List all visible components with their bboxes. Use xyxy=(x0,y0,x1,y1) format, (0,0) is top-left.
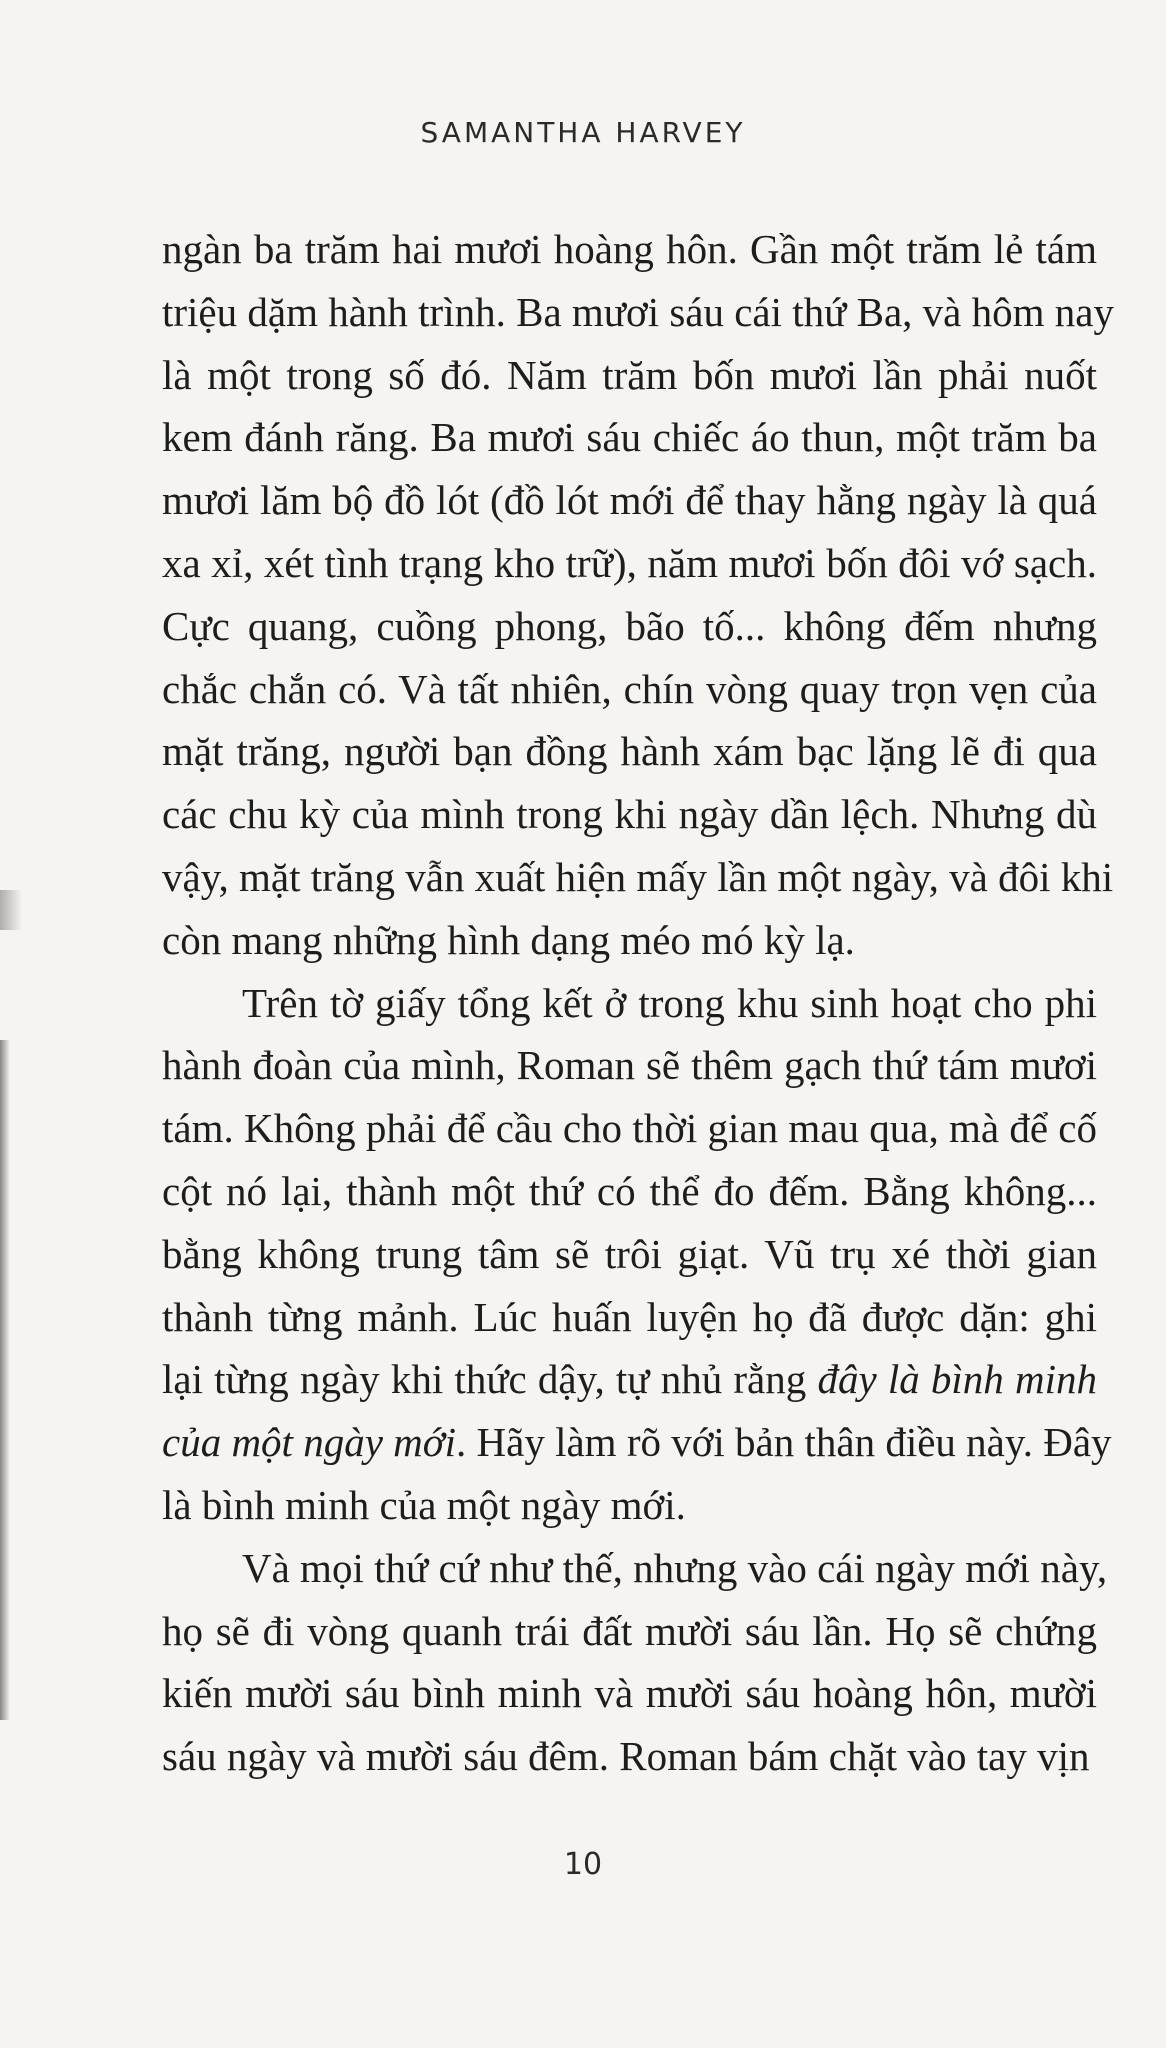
text-line xyxy=(162,1097,1097,1160)
text-line xyxy=(162,1348,1097,1411)
paragraph xyxy=(162,972,1112,1537)
page-number: 10 xyxy=(563,1847,603,1882)
text-run: mươi lăm bộ đồ lót (đồ lót mới để thay hằng ngày là quá xyxy=(162,477,1097,524)
text-run: sáu ngày và mười sáu đêm. Roman bám chặt vào tay vịn xyxy=(162,1733,1090,1780)
scan-shadow xyxy=(0,890,22,930)
text-line xyxy=(162,406,1097,469)
text-line xyxy=(162,1286,1097,1349)
text-run: xa xỉ, xét tình trạng kho trữ), năm mươi bốn đôi vớ sạch. xyxy=(162,539,1097,586)
text-run: kem đánh răng. Ba mươi sáu chiếc áo thun, một trăm ba xyxy=(162,414,1097,461)
italic-text: đây là bình minh xyxy=(817,1356,1097,1403)
text-line xyxy=(162,909,1097,972)
text-run: . Hãy làm rõ với bản thân điều này. Đây xyxy=(456,1419,1112,1466)
paragraph xyxy=(162,1537,1108,1788)
text-run: lại từng ngày khi thức dậy, tự nhủ rằng xyxy=(162,1356,818,1403)
text-run: Trên tờ giấy tổng kết ở trong khu sinh hoạt cho phi xyxy=(242,979,1097,1026)
text-line xyxy=(162,469,1097,532)
text-line xyxy=(162,658,1097,721)
text-run: mặt trăng, người bạn đồng hành xám bạc lặng lẽ đi qua xyxy=(162,728,1097,775)
text-line xyxy=(162,595,1097,658)
text-line xyxy=(162,1223,1097,1286)
text-run: là một trong số đó. Năm trăm bốn mươi lần phải nuốt xyxy=(162,351,1097,398)
text-line xyxy=(162,1411,1112,1474)
italic-text: của một ngày mới xyxy=(162,1419,457,1466)
body-text xyxy=(162,218,1114,1788)
text-run: còn mang những hình dạng méo mó kỳ lạ. xyxy=(162,916,855,963)
text-run: bằng không trung tâm sẽ trôi giạt. Vũ trụ xé thời gian xyxy=(162,1230,1097,1277)
text-run: kiến mười sáu bình minh và mười sáu hoàng hôn, mười xyxy=(162,1670,1097,1717)
text-run: Và mọi thứ cứ như thế, nhưng vào cái ngày mới này, xyxy=(242,1544,1108,1591)
text-line xyxy=(162,846,1114,909)
scan-shadow xyxy=(0,1040,10,1720)
text-line xyxy=(162,1662,1097,1725)
text-line xyxy=(162,1600,1097,1663)
text-run: thành từng mảnh. Lúc huấn luyện họ đã được dặn: ghi xyxy=(162,1293,1097,1340)
text-run: chắc chắn có. Và tất nhiên, chín vòng quay trọn vẹn của xyxy=(162,665,1097,712)
text-line xyxy=(162,783,1097,846)
text-line xyxy=(162,218,1097,281)
text-run: triệu dặm hành trình. Ba mươi sáu cái thứ Ba, và hôm nay xyxy=(162,288,1114,335)
text-run: các chu kỳ của mình trong khi ngày dần lệch. Nhưng dù xyxy=(162,791,1097,838)
text-line xyxy=(162,1034,1097,1097)
text-line xyxy=(162,344,1097,407)
text-line xyxy=(162,1160,1097,1223)
text-run: ngàn ba trăm hai mươi hoàng hôn. Gần một trăm lẻ tám xyxy=(162,226,1097,272)
text-line xyxy=(162,972,1097,1035)
paragraph xyxy=(162,218,1114,972)
text-run: Cực quang, cuồng phong, bão tố... không đếm nhưng xyxy=(162,602,1097,649)
text-run: hành đoàn của mình, Roman sẽ thêm gạch thứ tám mươi xyxy=(162,1042,1097,1089)
text-run: là bình minh của một ngày mới. xyxy=(162,1481,686,1528)
text-line xyxy=(162,532,1097,595)
text-line xyxy=(162,1537,1108,1600)
text-run: tám. Không phải để cầu cho thời gian mau qua, mà để cố xyxy=(162,1105,1097,1152)
text-run: vậy, mặt trăng vẫn xuất hiện mấy lần một ngày, và đôi khi xyxy=(162,853,1114,900)
text-line xyxy=(162,720,1097,783)
text-line xyxy=(162,1474,1097,1537)
text-line xyxy=(162,281,1114,344)
text-run: họ sẽ đi vòng quanh trái đất mười sáu lần. Họ sẽ chứng xyxy=(162,1607,1097,1654)
text-run: cột nó lại, thành một thứ có thể đo đếm. Bằng không... xyxy=(162,1167,1097,1214)
running-head: SAMANTHA HARVEY xyxy=(420,116,746,149)
text-line xyxy=(162,1725,1097,1788)
